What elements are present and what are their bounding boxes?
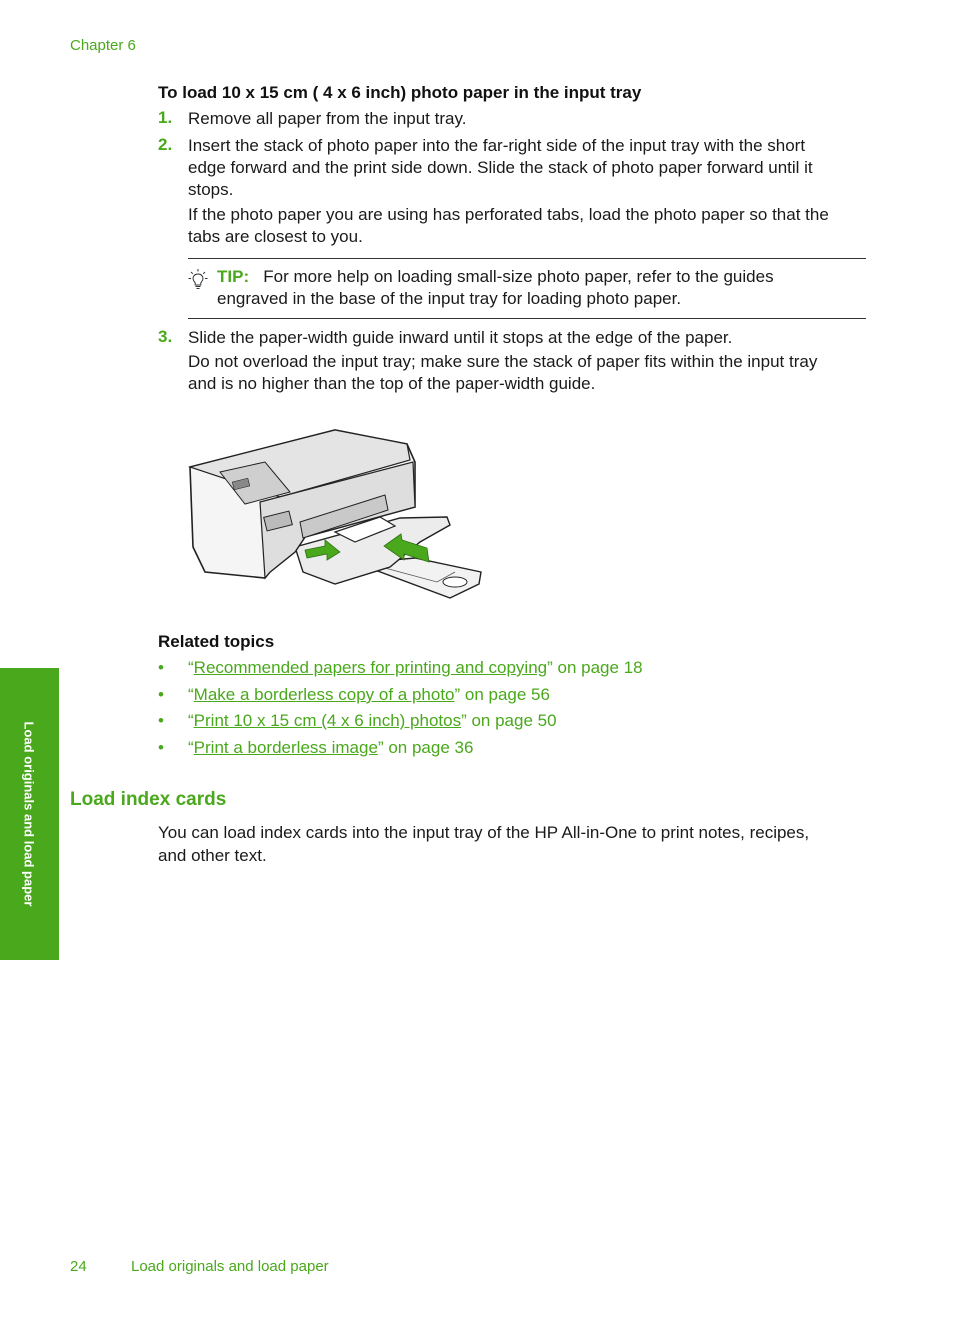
step-number: 1. (158, 108, 173, 127)
step-number: 3. (158, 327, 173, 346)
related-link[interactable]: Recommended papers for printing and copying (193, 658, 548, 677)
section-body (158, 821, 870, 867)
step-text: Insert the stack of photo paper into the far-right side of the input tray with the short (188, 136, 806, 155)
bullet: • (158, 738, 164, 757)
step-text: Remove all paper from the input tray. (188, 109, 467, 128)
step-note: tabs are closest to you. (188, 227, 363, 246)
section-heading: Load index cards (70, 789, 227, 810)
side-tab-label: Load originals and load paper (21, 721, 37, 907)
procedure-heading: To load 10 x 15 cm ( 4 x 6 inch) photo paper in the input tray (158, 83, 642, 102)
related-topics-heading: Related topics (158, 632, 275, 651)
step-note: If the photo paper you are using has perforated tabs, load the photo paper so that the (188, 205, 829, 224)
footer-title: Load originals and load paper (131, 1258, 329, 1275)
tip-text: For more help on loading small-size photo paper, refer to the guides (263, 267, 774, 286)
open-quote: “ (188, 711, 194, 730)
step-note: and is no higher than the top of the paper-width guide. (188, 374, 596, 393)
tip-line-2: engraved in the base of the input tray for loading photo paper. (217, 289, 682, 308)
step-number: 2. (158, 135, 173, 154)
chapter-label: Chapter 6 (70, 37, 136, 54)
related-item (158, 685, 550, 705)
step-text: stops. (188, 180, 234, 199)
related-item (158, 658, 643, 678)
related-link[interactable]: Print 10 x 15 cm (4 x 6 inch) photos (193, 711, 462, 730)
related-item (158, 711, 557, 731)
open-quote: “ (188, 738, 194, 757)
chapter-side-tab (0, 668, 59, 960)
step-note: Do not overload the input tray; make sure the stack of paper fits within the input tray (188, 352, 818, 371)
page-reference: ” on page 56 (454, 685, 550, 704)
tip-line-1 (217, 266, 774, 289)
related-link[interactable]: Print a borderless image (193, 738, 378, 757)
step-text: Slide the paper-width guide inward until it stops at the edge of the paper. (188, 328, 733, 347)
page-reference: ” on page 18 (547, 658, 643, 677)
related-link[interactable]: Make a borderless copy of a photo (193, 685, 455, 704)
bullet: • (158, 658, 164, 677)
body-line: You can load index cards into the input tray of the HP All-in-One to print notes, recipes, (158, 823, 810, 842)
open-quote: “ (188, 658, 194, 677)
page-reference: ” on page 36 (377, 738, 474, 757)
printer-illustration (185, 422, 485, 602)
body-line: and other text. (158, 846, 267, 865)
page-reference: ” on page 50 (461, 711, 557, 730)
lightbulb-icon (188, 268, 208, 290)
step-text: edge forward and the print side down. Slide the stack of photo paper forward until it (188, 158, 813, 177)
open-quote: “ (188, 685, 194, 704)
tip-box (188, 258, 866, 319)
related-item (158, 738, 473, 758)
bullet: • (158, 685, 164, 704)
tip-label: TIP: (217, 267, 250, 286)
page-number: 24 (70, 1258, 87, 1275)
bullet: • (158, 711, 164, 730)
